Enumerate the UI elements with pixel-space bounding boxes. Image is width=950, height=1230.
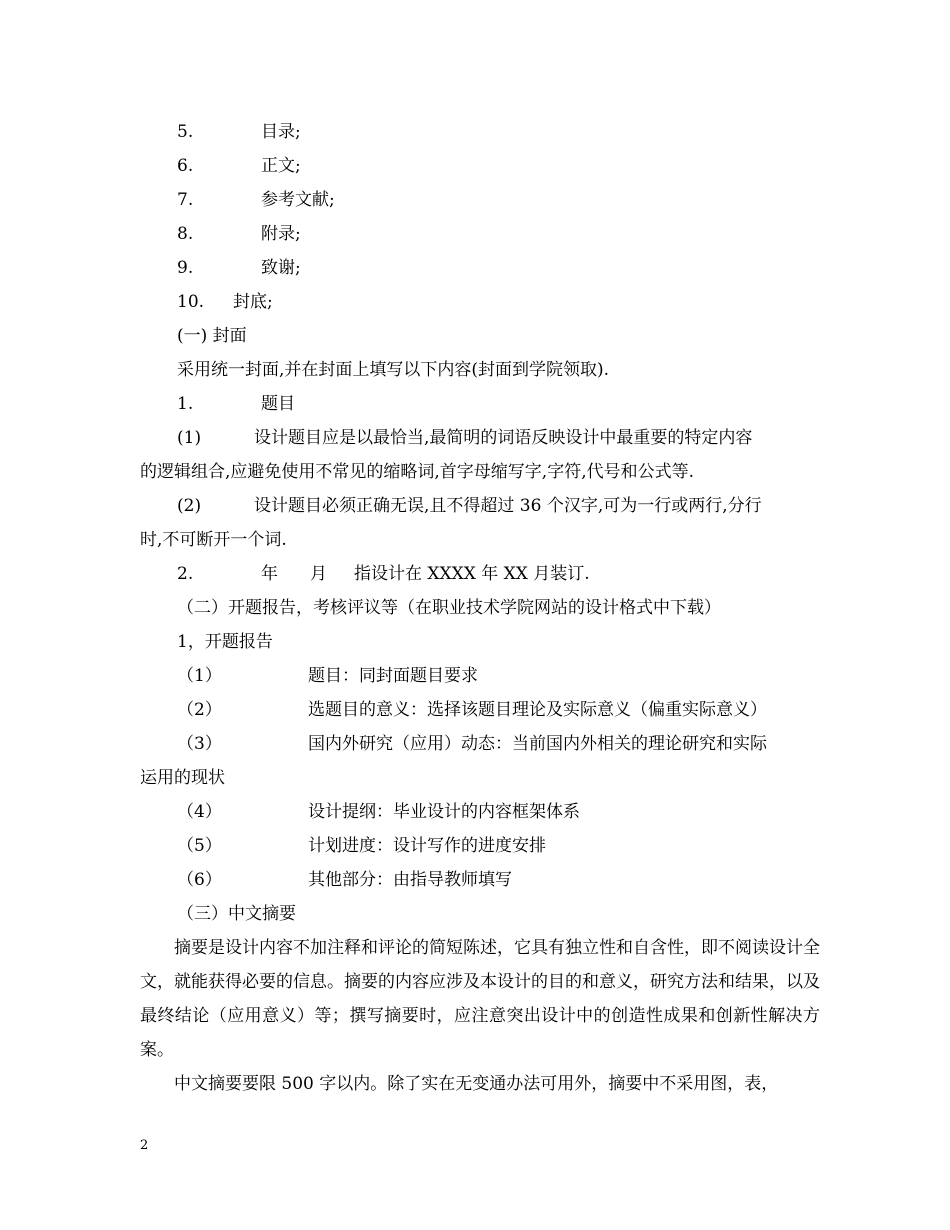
abstract-paragraph: 中文摘要要限 500 字以内。除了实在无变通办法可用外，摘要中不采用图，表， bbox=[174, 1074, 779, 1094]
list-number: 9. bbox=[177, 258, 194, 278]
list-number: 7. bbox=[177, 190, 194, 210]
list-text: 目录; bbox=[261, 122, 301, 142]
item-number: 1. bbox=[177, 394, 194, 414]
abstract-paragraph: 摘要是设计内容不加注释和评论的简短陈述，它具有独立性和自含性，即不阅读设计全文，就能获得必要的信息。摘要的内容应涉及本设计的目的和意义，研究方法和结果，以及最终结论（应用意义）等；撰写摘要时，应注意突出设计中的创造性成果和创新性解决方案。 bbox=[140, 938, 820, 1060]
item-text: 题目：同封面题目要求 bbox=[308, 666, 478, 686]
report-heading: 1，开题报告 bbox=[177, 632, 273, 652]
item-text: 设计提纲：毕业设计的内容框架体系 bbox=[308, 802, 580, 822]
item-number: 2. bbox=[177, 564, 194, 584]
item-number: （4） bbox=[177, 802, 222, 822]
item-text: 计划进度：设计写作的进度安排 bbox=[308, 836, 546, 856]
list-text: 致谢; bbox=[261, 258, 301, 278]
item-number: (1) bbox=[177, 428, 202, 448]
item-text: 题目 bbox=[261, 394, 295, 414]
item-text: 指设计在 XXXX 年 XX 月装订. bbox=[354, 564, 590, 584]
item-continuation: 的逻辑组合,应避免使用不常见的缩略词,首字母缩写字,字符,代号和公式等. bbox=[140, 462, 695, 482]
year-label: 年 bbox=[261, 564, 278, 584]
list-number: 6. bbox=[177, 156, 194, 176]
item-number: （2） bbox=[177, 700, 222, 720]
list-text: 正文; bbox=[261, 156, 301, 176]
cover-intro: 采用统一封面,并在封面上填写以下内容(封面到学院领取). bbox=[177, 360, 610, 380]
item-number: （3） bbox=[177, 734, 222, 754]
list-number: 10. bbox=[177, 292, 205, 312]
item-text: 其他部分：由指导教师填写 bbox=[308, 870, 512, 890]
list-number: 5. bbox=[177, 122, 194, 142]
cover-heading: (一) 封面 bbox=[177, 326, 247, 346]
item-number: (2) bbox=[177, 496, 202, 516]
section2-heading: （二）开题报告，考核评议等（在职业技术学院网站的设计格式中下载） bbox=[177, 598, 721, 618]
list-text: 参考文献; bbox=[261, 190, 335, 210]
item-continuation: 运用的现状 bbox=[140, 768, 225, 788]
item-text: 设计题目必须正确无误,且不得超过 36 个汉字,可为一行或两行,分行 bbox=[254, 496, 762, 516]
page-number: 2 bbox=[140, 1138, 149, 1153]
item-number: （6） bbox=[177, 870, 222, 890]
item-continuation: 时,不可断开一个词. bbox=[140, 530, 287, 550]
list-number: 8. bbox=[177, 224, 194, 244]
month-label: 月 bbox=[310, 564, 327, 584]
item-text: 设计题目应是以最恰当,最简明的词语反映设计中最重要的特定内容 bbox=[254, 428, 753, 448]
item-number: （5） bbox=[177, 836, 222, 856]
item-text: 国内外研究（应用）动态：当前国内外相关的理论研究和实际 bbox=[308, 734, 767, 754]
list-text: 封底; bbox=[233, 292, 273, 312]
item-text: 选题目的意义：选择该题目理论及实际意义（偏重实际意义） bbox=[308, 700, 767, 720]
item-number: （1） bbox=[177, 666, 222, 686]
list-text: 附录; bbox=[261, 224, 301, 244]
section3-heading: （三）中文摘要 bbox=[177, 904, 296, 924]
